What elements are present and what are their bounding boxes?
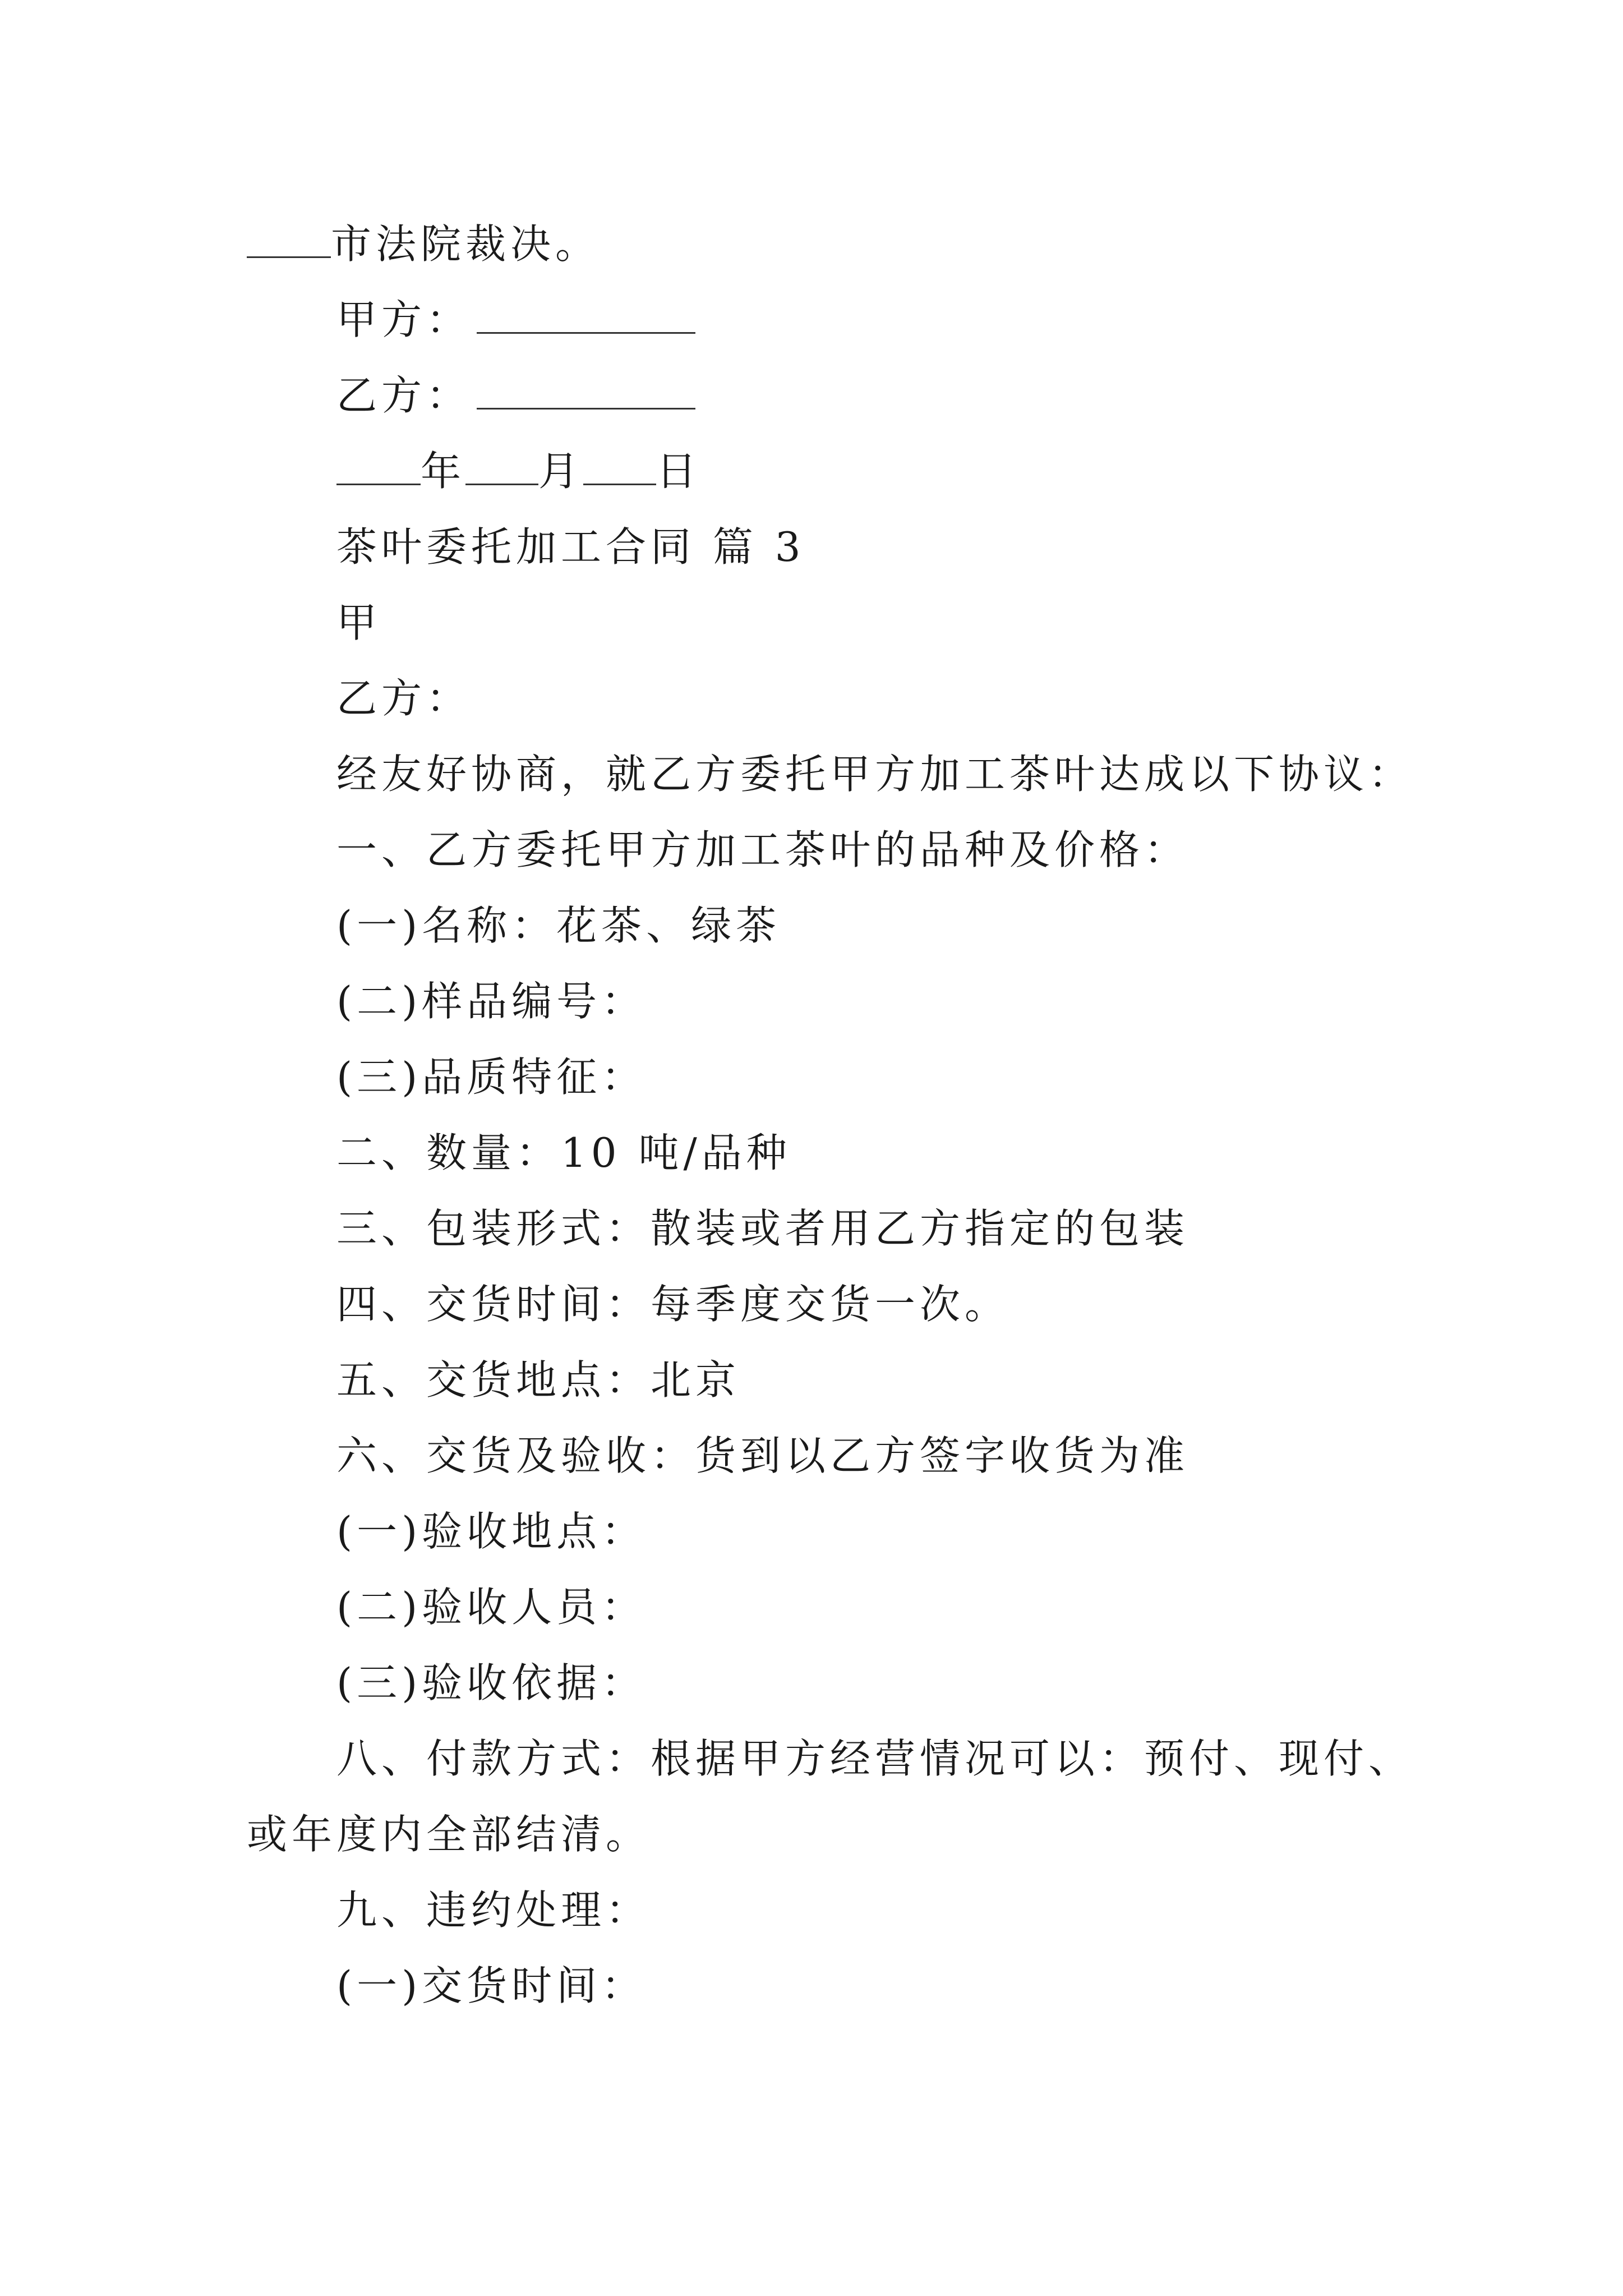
clause-6-b: (二)验收人员： — [336, 1584, 647, 1631]
clause-1-a: (一)名称：花茶、绿茶 — [336, 902, 781, 949]
year-blank — [336, 444, 421, 485]
party-b-signature-line: 乙方： — [336, 367, 695, 424]
court-blank — [247, 217, 331, 258]
clause-1: 一、乙方委托甲方加工茶叶的品种及价格： — [336, 826, 1189, 873]
party-b-blank — [477, 369, 695, 409]
clause-2: 二、数量：10 吨/品种 — [336, 1129, 791, 1176]
party-a-short: 甲 — [336, 599, 382, 646]
clause-1-c: (三)品质特征： — [336, 1053, 647, 1101]
clause-9: 九、违约处理： — [336, 1887, 651, 1934]
court-line: 市法院裁决。 — [247, 216, 600, 272]
party-b-line: 乙方： — [336, 675, 472, 722]
clause-9-a: (一)交货时间： — [336, 1962, 647, 2009]
day-blank — [583, 444, 656, 485]
clause-6-a: (一)验收地点： — [336, 1508, 647, 1555]
party-a-signature-line: 甲方： — [336, 292, 695, 348]
clause-1-b: (二)样品编号： — [336, 978, 647, 1025]
month-blank — [465, 444, 538, 485]
intro-paragraph: 经友好协商，就乙方委托甲方加工茶叶达成以下协议： — [336, 751, 1414, 798]
clause-6: 六、交货及验收：货到以乙方签字收货为准 — [336, 1432, 1189, 1479]
clause-3: 三、包装形式：散装或者用乙方指定的包装 — [336, 1205, 1189, 1252]
clause-4: 四、交货时间：每季度交货一次。 — [336, 1281, 1010, 1328]
clause-8-line-2: 或年度内全部结清。 — [247, 1811, 651, 1858]
date-line: 年 月 日 — [336, 443, 701, 499]
clause-6-c: (三)验收依据： — [336, 1659, 647, 1706]
clause-8-line-1: 八、付款方式：根据甲方经营情况可以：预付、现付、 — [336, 1735, 1414, 1782]
party-a-blank — [477, 293, 695, 334]
clause-5: 五、交货地点：北京 — [336, 1356, 741, 1404]
section-title: 茶叶委托加工合同 篇 3 — [336, 523, 805, 570]
